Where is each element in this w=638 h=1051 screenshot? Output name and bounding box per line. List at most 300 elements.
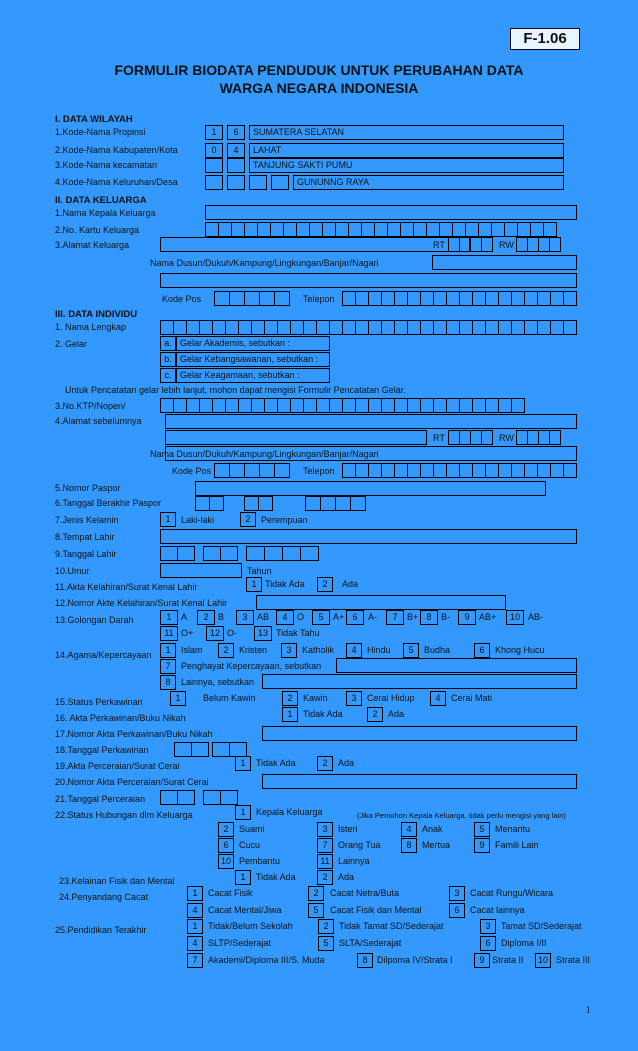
input-cell[interactable] xyxy=(264,320,278,335)
input-cell[interactable] xyxy=(420,320,434,335)
input-cell[interactable] xyxy=(524,320,538,335)
option-box[interactable]: 2 xyxy=(197,610,215,625)
kel-code-4[interactable] xyxy=(271,175,289,190)
option-box[interactable]: 3 xyxy=(480,919,496,934)
input-cell[interactable] xyxy=(348,222,362,237)
tempat-lahir-field[interactable] xyxy=(160,529,577,544)
input-cell[interactable] xyxy=(277,398,291,413)
input-cell[interactable] xyxy=(244,463,260,478)
input-cell[interactable] xyxy=(277,320,291,335)
input-cell[interactable] xyxy=(274,291,290,306)
alamat-keluarga-line2[interactable] xyxy=(160,273,577,288)
input-cell[interactable] xyxy=(511,398,525,413)
input-cell[interactable] xyxy=(498,320,512,335)
option-box[interactable]: 1 xyxy=(282,707,298,722)
option-label: Cucu xyxy=(239,840,261,850)
option-box[interactable]: 9 xyxy=(474,953,490,968)
input-cell[interactable] xyxy=(244,496,259,511)
input-cell[interactable] xyxy=(259,291,275,306)
input-cell[interactable] xyxy=(459,463,473,478)
input-cell[interactable] xyxy=(524,291,538,306)
input-cell[interactable] xyxy=(220,546,238,561)
input-cell[interactable] xyxy=(472,291,486,306)
input-cell[interactable] xyxy=(394,320,408,335)
input-cell[interactable] xyxy=(381,398,395,413)
option-label: Kawin xyxy=(303,693,328,703)
label-tgl-paspor: 6.Tanggal Berakhir Paspor xyxy=(55,498,162,508)
input-cell[interactable] xyxy=(355,463,369,478)
prov-code-2[interactable]: 6 xyxy=(227,125,245,140)
kab-code-2[interactable]: 4 xyxy=(227,143,245,158)
input-cell[interactable] xyxy=(238,320,252,335)
label-jenis-kelamin: 7.Jenis Kelamin xyxy=(55,515,119,525)
input-cell[interactable] xyxy=(439,222,453,237)
label-golongan-darah: 13.Golongan Darah xyxy=(55,615,134,625)
option-box[interactable]: 9 xyxy=(474,838,490,853)
input-cell[interactable] xyxy=(478,222,492,237)
input-cell[interactable] xyxy=(472,463,486,478)
option-box[interactable]: 4 xyxy=(187,903,203,918)
input-cell[interactable] xyxy=(368,320,382,335)
kec-code-2[interactable] xyxy=(227,158,245,173)
input-cell[interactable] xyxy=(186,320,200,335)
kab-code-1[interactable]: 0 xyxy=(205,143,223,158)
input-cell[interactable] xyxy=(195,481,546,496)
input-cell[interactable] xyxy=(433,291,447,306)
input-cell[interactable] xyxy=(472,398,486,413)
input-cell[interactable] xyxy=(433,398,447,413)
input-cell[interactable] xyxy=(231,222,245,237)
input-cell[interactable] xyxy=(246,546,265,561)
agama-lainnya-field[interactable] xyxy=(262,674,577,689)
input-cell[interactable] xyxy=(296,222,310,237)
input-cell[interactable] xyxy=(481,237,493,252)
input-cell[interactable] xyxy=(225,320,239,335)
form-title-line2: WARGA NEGARA INDONESIA xyxy=(219,80,419,96)
input-cell[interactable] xyxy=(504,222,518,237)
telepon-label: Telepon xyxy=(303,294,335,304)
option-box[interactable]: 4 xyxy=(346,643,362,658)
input-cell[interactable] xyxy=(381,463,395,478)
option-label: Tamat SD/Sederajat xyxy=(501,921,582,931)
option-box[interactable]: 2 xyxy=(282,691,298,706)
option-label: Menantu xyxy=(495,824,531,834)
option-box[interactable]: 10 xyxy=(535,953,551,968)
input-cell[interactable] xyxy=(212,742,230,757)
label-tempat-lahir: 8.Tempat Lahir xyxy=(55,532,115,542)
input-cell[interactable] xyxy=(209,496,224,511)
rw2-label: RW xyxy=(499,433,514,443)
label-akta-lahir: 11.Akta Kelahiran/Surat Kenal Lahir xyxy=(55,582,198,592)
option-label: B xyxy=(218,612,225,622)
option-box[interactable]: 9 xyxy=(458,610,476,625)
option-box[interactable]: 8 xyxy=(160,675,176,690)
option-box[interactable]: 4 xyxy=(187,936,203,951)
option-box[interactable]: 7 xyxy=(317,838,333,853)
option-box[interactable]: 1 xyxy=(187,886,203,901)
input-cell[interactable] xyxy=(550,291,564,306)
input-cell[interactable] xyxy=(300,546,319,561)
kec-name-field[interactable]: TANJUNG SAKTI PUMU xyxy=(249,158,564,173)
input-cell[interactable] xyxy=(394,291,408,306)
option-label: Ada xyxy=(388,709,405,719)
input-cell[interactable] xyxy=(446,291,460,306)
gelar-a-field[interactable]: Gelar Akademis, sebutkan : xyxy=(176,336,330,351)
section-data-wilayah: I. DATA WILAYAH xyxy=(55,114,133,125)
input-cell[interactable] xyxy=(485,398,499,413)
input-cell[interactable] xyxy=(259,463,275,478)
option-box[interactable]: 6 xyxy=(218,838,234,853)
input-cell[interactable] xyxy=(420,398,434,413)
input-cell[interactable] xyxy=(290,320,304,335)
option-box[interactable]: 2 xyxy=(317,870,333,885)
input-cell[interactable] xyxy=(329,398,343,413)
option-label: Khong Hucu xyxy=(495,645,545,655)
input-cell[interactable] xyxy=(173,320,187,335)
input-cell[interactable] xyxy=(394,398,408,413)
input-cell[interactable] xyxy=(511,320,525,335)
gelar-c-field[interactable]: Gelar Keagamaan, sebutkan : xyxy=(176,368,330,383)
prov-name-field[interactable]: SUMATERA SELATAN xyxy=(249,125,564,140)
option-box[interactable]: 5 xyxy=(308,903,324,918)
gelar-note: Untuk Pencatatan gelar lebih lanjut, mohon dapat mengisi Formulir Pencatatan Gelar. xyxy=(65,385,406,395)
input-cell[interactable] xyxy=(335,222,349,237)
input-cell[interactable] xyxy=(282,546,301,561)
option-box[interactable]: 10 xyxy=(506,610,524,625)
input-cell[interactable] xyxy=(303,320,317,335)
input-cell[interactable] xyxy=(368,463,382,478)
option-box[interactable]: 2 xyxy=(308,886,324,901)
option-box[interactable]: 12 xyxy=(206,626,224,641)
input-cell[interactable] xyxy=(381,291,395,306)
option-box[interactable]: 4 xyxy=(276,610,294,625)
option-box[interactable]: 1 xyxy=(235,805,251,820)
option-box[interactable]: 13 xyxy=(254,626,272,641)
form-title-line1: FORMULIR BIODATA PENDUDUK UNTUK PERUBAHAN DATA xyxy=(114,62,524,78)
option-box[interactable]: 2 xyxy=(218,822,234,837)
option-box[interactable]: 3 xyxy=(281,643,297,658)
option-box[interactable]: 2 xyxy=(218,643,234,658)
option-box[interactable]: 5 xyxy=(403,643,419,658)
input-cell[interactable] xyxy=(309,222,323,237)
option-box[interactable]: 1 xyxy=(160,610,178,625)
input-cell[interactable] xyxy=(400,222,414,237)
input-cell[interactable] xyxy=(485,320,499,335)
label-no-akta-kawin: 17.Nomor Akta Perkawinan/Buku Nikah xyxy=(55,729,213,739)
input-cell[interactable] xyxy=(511,463,525,478)
input-cell[interactable] xyxy=(420,463,434,478)
option-label: Ada xyxy=(338,758,355,768)
alamat-keluarga-field[interactable] xyxy=(160,237,470,252)
kab-name-field[interactable]: LAHAT xyxy=(249,143,564,158)
gelar-b-box[interactable]: b. xyxy=(160,352,176,367)
input-cell[interactable] xyxy=(316,398,330,413)
input-cell[interactable] xyxy=(258,496,273,511)
input-cell[interactable] xyxy=(342,463,356,478)
input-cell[interactable] xyxy=(498,398,512,413)
input-cell[interactable] xyxy=(459,398,473,413)
input-cell[interactable] xyxy=(229,742,247,757)
input-cell[interactable] xyxy=(225,398,239,413)
input-cell[interactable] xyxy=(459,320,473,335)
label-akta-cerai: 19.Akta Perceraian/Surat Cerai xyxy=(55,761,180,771)
option-box[interactable]: 10 xyxy=(218,854,234,869)
input-cell[interactable] xyxy=(251,398,265,413)
gelar-a-box[interactable]: a. xyxy=(160,336,176,351)
option-box[interactable]: 8 xyxy=(357,953,373,968)
alamat-sebelumnya-field[interactable] xyxy=(165,414,577,429)
option-label: O- xyxy=(227,628,237,638)
input-cell[interactable] xyxy=(160,546,178,561)
dusun-field[interactable] xyxy=(432,255,577,270)
option-box[interactable]: 11 xyxy=(160,626,178,641)
input-cell[interactable] xyxy=(355,320,369,335)
input-cell[interactable] xyxy=(537,320,551,335)
input-cell[interactable] xyxy=(270,222,284,237)
kel-name-field[interactable]: GUNUNNG RAYA xyxy=(293,175,564,190)
option-label: Mertua xyxy=(422,840,451,850)
input-cell[interactable] xyxy=(446,463,460,478)
input-cell[interactable] xyxy=(481,430,493,445)
input-cell[interactable] xyxy=(220,790,238,805)
label-tgl-cerai: 21.Tanggal Perceraian xyxy=(55,794,146,804)
gelar-b-field[interactable]: Gelar Kebangsawanan, sebutkan : xyxy=(176,352,330,367)
input-cell[interactable] xyxy=(517,222,531,237)
option-box[interactable]: 4 xyxy=(430,691,446,706)
input-cell[interactable] xyxy=(550,463,564,478)
input-cell[interactable] xyxy=(212,398,226,413)
input-cell[interactable] xyxy=(407,398,421,413)
input-cell[interactable] xyxy=(342,320,356,335)
option-box[interactable]: 1 xyxy=(246,577,262,592)
prov-code-1[interactable]: 1 xyxy=(205,125,223,140)
input-cell[interactable] xyxy=(174,742,192,757)
input-cell[interactable] xyxy=(465,222,479,237)
option-box[interactable]: 1 xyxy=(160,643,176,658)
option-box[interactable]: 6 xyxy=(480,936,496,951)
input-cell[interactable] xyxy=(407,320,421,335)
option-box[interactable]: 5 xyxy=(474,822,490,837)
input-cell[interactable] xyxy=(322,222,336,237)
input-cell[interactable] xyxy=(361,222,375,237)
label-nama-lengkap: 1. Nama Lengkap xyxy=(55,322,127,332)
input-cell[interactable] xyxy=(264,398,278,413)
input-cell[interactable] xyxy=(485,291,499,306)
penghayat-field[interactable] xyxy=(336,658,577,673)
input-cell[interactable] xyxy=(498,463,512,478)
input-cell[interactable] xyxy=(387,222,401,237)
input-cell[interactable] xyxy=(459,291,473,306)
input-cell[interactable] xyxy=(274,463,290,478)
input-cell[interactable] xyxy=(316,320,330,335)
option-box[interactable]: 4 xyxy=(401,822,417,837)
input-cell[interactable] xyxy=(342,398,356,413)
input-cell[interactable] xyxy=(335,496,351,511)
input-cell[interactable] xyxy=(413,222,427,237)
input-cell[interactable] xyxy=(238,398,252,413)
no-akta-kawin-field[interactable] xyxy=(262,726,577,741)
input-cell[interactable] xyxy=(290,398,304,413)
input-cell[interactable] xyxy=(433,320,447,335)
umur-field[interactable] xyxy=(160,563,242,578)
input-cell[interactable] xyxy=(186,398,200,413)
kepala-keluarga-field[interactable] xyxy=(205,205,577,220)
option-box[interactable]: 2 xyxy=(318,919,334,934)
input-cell[interactable] xyxy=(199,398,213,413)
input-cell[interactable] xyxy=(355,398,369,413)
input-cell[interactable] xyxy=(537,463,551,478)
no-akta-cerai-field[interactable] xyxy=(262,774,577,789)
dusun2-field[interactable] xyxy=(165,446,577,461)
input-cell[interactable] xyxy=(485,463,499,478)
input-cell[interactable] xyxy=(214,463,230,478)
kel-code-2[interactable] xyxy=(227,175,245,190)
rt2-label: RT xyxy=(433,433,445,443)
input-cell[interactable] xyxy=(203,546,221,561)
input-cell[interactable] xyxy=(342,291,356,306)
input-cell[interactable] xyxy=(407,291,421,306)
input-cell[interactable] xyxy=(177,546,195,561)
input-cell[interactable] xyxy=(374,222,388,237)
label-cacat: 24.Penyandang Cacat xyxy=(59,892,149,902)
option-label: Hindu xyxy=(367,645,391,655)
kel-code-1[interactable] xyxy=(205,175,223,190)
option-label: O+ xyxy=(181,628,194,638)
option-box[interactable]: 7 xyxy=(187,953,203,968)
input-cell[interactable] xyxy=(537,291,551,306)
option-box[interactable]: 11 xyxy=(317,854,333,869)
input-cell[interactable] xyxy=(511,291,525,306)
input-cell[interactable] xyxy=(446,320,460,335)
input-cell[interactable] xyxy=(173,398,187,413)
option-box[interactable]: 7 xyxy=(160,659,176,674)
input-cell[interactable] xyxy=(550,320,564,335)
input-cell[interactable] xyxy=(563,291,577,306)
input-cell[interactable] xyxy=(283,222,297,237)
input-cell[interactable] xyxy=(251,320,265,335)
option-label: Ada xyxy=(342,579,359,589)
option-box[interactable]: 3 xyxy=(449,886,465,901)
option-label: Orang Tua xyxy=(338,840,381,850)
input-cell[interactable] xyxy=(218,222,232,237)
input-cell[interactable] xyxy=(563,463,577,478)
input-cell[interactable] xyxy=(199,320,213,335)
option-box[interactable]: 5 xyxy=(312,610,330,625)
input-cell[interactable] xyxy=(203,790,221,805)
input-cell[interactable] xyxy=(191,742,209,757)
input-cell[interactable] xyxy=(177,790,195,805)
input-cell[interactable] xyxy=(264,546,283,561)
option-box[interactable]: 1 xyxy=(170,691,186,706)
input-cell[interactable] xyxy=(563,320,577,335)
option-box[interactable]: 6 xyxy=(346,610,364,625)
option-box[interactable]: 3 xyxy=(317,822,333,837)
label-gelar: 2. Gelar xyxy=(55,339,88,349)
input-cell[interactable] xyxy=(305,496,321,511)
option-box[interactable]: 6 xyxy=(474,643,490,658)
option-box[interactable]: 3 xyxy=(236,610,254,625)
alamat-sebelumnya-line2[interactable] xyxy=(165,430,427,445)
option-box[interactable]: 3 xyxy=(346,691,362,706)
input-cell[interactable] xyxy=(350,496,366,511)
input-cell[interactable] xyxy=(368,398,382,413)
input-cell[interactable] xyxy=(160,790,178,805)
option-box[interactable]: 2 xyxy=(317,756,333,771)
label-no-akta-lahir: 12.Nomor Akte Kelahiran/Surat Kenal Lahir xyxy=(55,598,228,608)
input-cell[interactable] xyxy=(407,463,421,478)
option-label: Cacat lainnya xyxy=(470,905,525,915)
jk-1-box[interactable]: 1 xyxy=(160,512,176,527)
input-cell[interactable] xyxy=(160,320,174,335)
label-tgl-lahir: 9.Tanggal Lahir xyxy=(55,549,117,559)
kec-code-1[interactable] xyxy=(205,158,223,173)
input-cell[interactable] xyxy=(426,222,440,237)
input-cell[interactable] xyxy=(368,291,382,306)
input-cell[interactable] xyxy=(472,320,486,335)
input-cell[interactable] xyxy=(303,398,317,413)
no-akta-lahir-field[interactable] xyxy=(256,595,506,610)
input-cell[interactable] xyxy=(214,291,230,306)
option-box[interactable]: 6 xyxy=(449,903,465,918)
input-cell[interactable] xyxy=(320,496,336,511)
input-cell[interactable] xyxy=(229,463,245,478)
option-label: Tidak Ada xyxy=(265,579,305,589)
input-cell[interactable] xyxy=(205,222,219,237)
input-cell[interactable] xyxy=(329,320,343,335)
option-box[interactable]: 2 xyxy=(317,577,333,592)
input-cell[interactable] xyxy=(229,291,245,306)
input-cell[interactable] xyxy=(433,463,447,478)
option-label: SLTP/Sederajat xyxy=(208,938,271,948)
input-cell[interactable] xyxy=(355,291,369,306)
jk-2-box[interactable]: 2 xyxy=(240,512,256,527)
input-cell[interactable] xyxy=(381,320,395,335)
input-cell[interactable] xyxy=(212,320,226,335)
input-cell[interactable] xyxy=(446,398,460,413)
input-cell[interactable] xyxy=(160,398,174,413)
input-cell[interactable] xyxy=(524,463,538,478)
input-cell[interactable] xyxy=(491,222,505,237)
option-box[interactable]: 1 xyxy=(187,919,203,934)
option-box[interactable]: 7 xyxy=(386,610,404,625)
input-cell[interactable] xyxy=(195,496,210,511)
option-box[interactable]: 8 xyxy=(401,838,417,853)
input-cell[interactable] xyxy=(549,237,561,252)
input-cell[interactable] xyxy=(543,222,557,237)
option-label: Akademi/Diploma III/S. Muda xyxy=(208,955,325,965)
input-cell[interactable] xyxy=(244,222,258,237)
option-box[interactable]: 5 xyxy=(318,936,334,951)
gelar-c-box[interactable]: c. xyxy=(160,368,176,383)
input-cell[interactable] xyxy=(257,222,271,237)
label-umur: 10.Umur xyxy=(55,566,90,576)
option-label: Isteri xyxy=(338,824,358,834)
input-cell[interactable] xyxy=(549,430,561,445)
option-box[interactable]: 8 xyxy=(420,610,438,625)
option-box[interactable]: 1 xyxy=(235,870,251,885)
option-label: B+ xyxy=(407,612,419,622)
option-label: Strata II xyxy=(492,955,524,965)
input-cell[interactable] xyxy=(452,222,466,237)
input-cell[interactable] xyxy=(244,291,260,306)
input-cell[interactable] xyxy=(530,222,544,237)
input-cell[interactable] xyxy=(394,463,408,478)
option-box[interactable]: 2 xyxy=(367,707,383,722)
option-box[interactable]: 1 xyxy=(235,756,251,771)
input-cell[interactable] xyxy=(498,291,512,306)
kel-code-3[interactable] xyxy=(249,175,267,190)
input-cell[interactable] xyxy=(420,291,434,306)
